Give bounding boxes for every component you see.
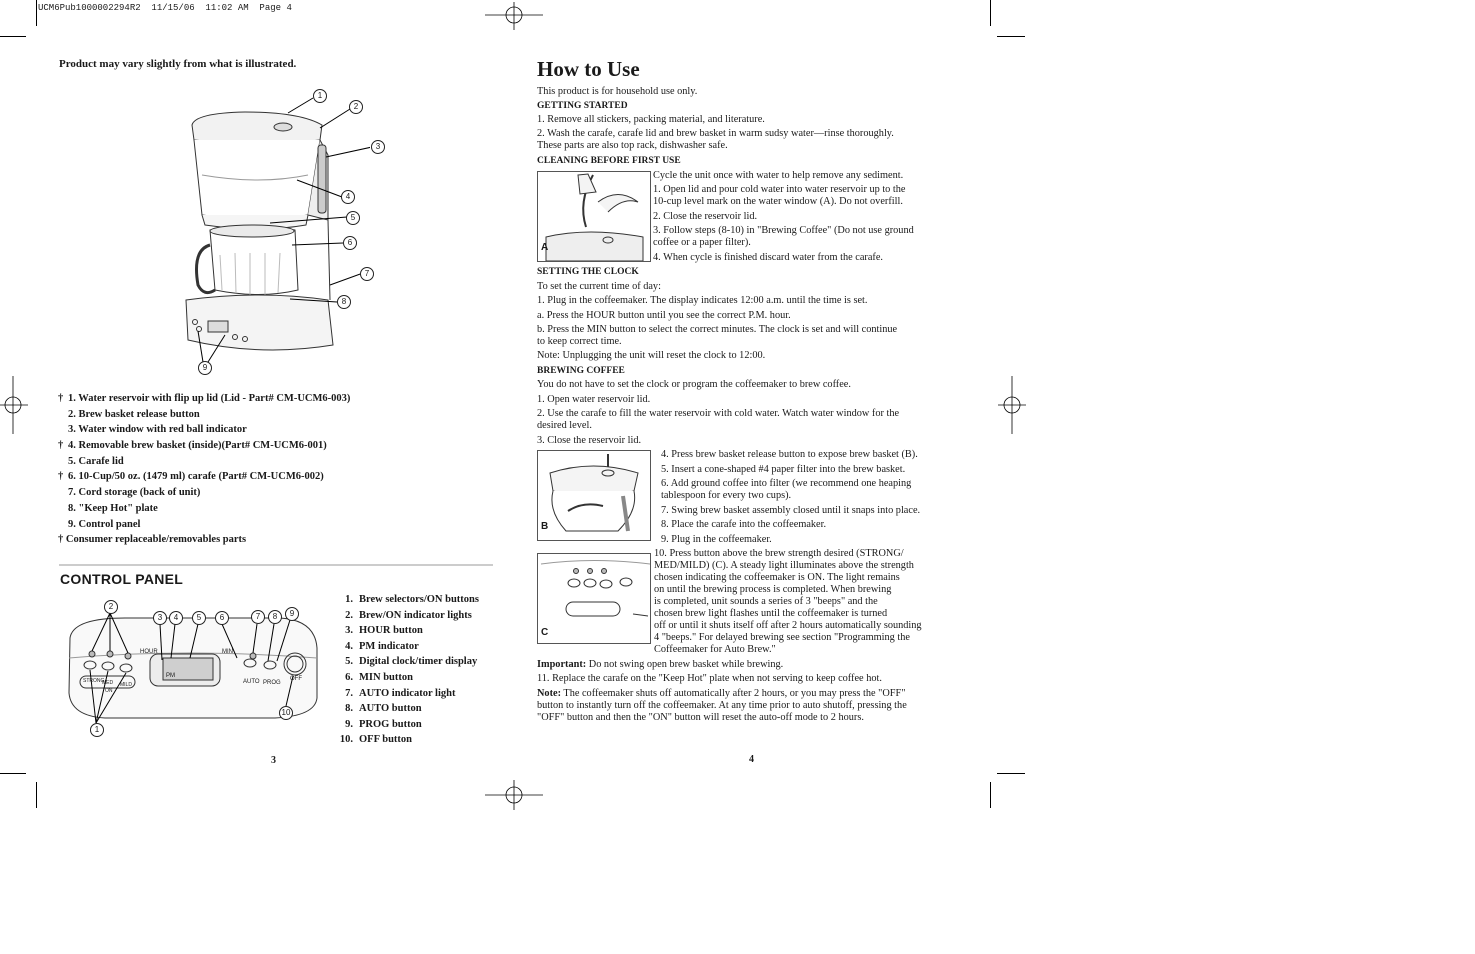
panel-label-strong: STRONG [83,678,105,684]
crop-mark [997,36,1025,37]
parts-list-item: † 6. 10-Cup/50 oz. (1479 ml) carafe (Part# CM-UCM6-002) [58,471,324,483]
text-line: b. Press the MIN button to select the correct minutes. The clock is set and will continue [537,324,898,335]
text-line: To set the current time of day: [537,281,661,292]
control-panel-item: 3. HOUR button [345,625,423,637]
control-panel-list [333,592,479,748]
callout-4: 4 [341,190,355,204]
text-line: off or until it shuts itself off after 2 hours automatically sounding [654,620,922,631]
control-panel-item: 6. MIN button [345,671,413,683]
panel-callout-8: 8 [268,610,282,624]
callout-2: 2 [349,100,363,114]
panel-label-auto: AUTO [243,679,260,685]
auto-off-note [537,688,905,700]
registration-mark [998,376,1026,434]
control-panel-item: 2. Brew/ON indicator lights [345,609,472,621]
callout-6: 6 [343,236,357,250]
note-label: Note: [537,688,562,699]
panel-label-prog: PROG [263,680,281,686]
crop-mark [36,0,37,26]
panel-label-mild: MILD [120,682,132,688]
registration-mark [485,2,543,30]
control-panel-item: 8. AUTO button [345,703,422,715]
page-number-left: 3 [271,755,276,766]
coffeemaker-illustration [170,85,370,380]
figure-b [537,450,651,541]
parts-list-item: 5. Carafe lid [68,455,124,467]
figure-label-b: B [541,521,549,532]
text-line: 8. Place the carafe into the coffeemaker. [661,519,827,530]
text-line: 2. Use the carafe to fill the water reservoir with cold water. Watch water window for the [537,408,900,419]
text-line: 7. Swing brew basket assembly closed until it snaps into place. [661,505,921,516]
text-line: Cycle the unit once with water to help remove any sediment. [653,170,904,181]
text-line: 2. Close the reservoir lid. [653,211,758,222]
text-line: 4 "beeps." For delayed brewing see section "Programming the [654,632,910,643]
text-line: button to instantly turn off the coffeemaker. At any time prior to auto shutoff, pressing the [537,700,907,711]
panel-callout-5: 5 [192,611,206,625]
parts-list [58,391,350,548]
text-line: on until the brewing process is completed. When brewing [654,584,892,595]
panel-callout-7: 7 [251,610,265,624]
figure-label-a: A [541,242,549,253]
parts-list-item: 7. Cord storage (back of unit) [68,487,201,499]
section-heading-getting-started: GETTING STARTED [537,101,628,111]
callout-9: 9 [198,361,212,375]
registration-mark [485,780,543,810]
control-panel-item: 10. OFF button [339,734,412,746]
control-panel-item: 1. Brew selectors/ON buttons [345,594,479,605]
panel-callout-1: 1 [90,723,104,737]
text-line: tablespoon for every two cups). [661,490,792,501]
parts-list-item: 9. Control panel [68,518,141,530]
callout-8: 8 [337,295,351,309]
text-line: 6. Add ground coffee into filter (we recommend one heaping [661,478,912,489]
text-line: These parts are also top rack, dishwasher safe. [537,140,728,151]
text-line: 2. Wash the carafe, carafe lid and brew basket in warm sudsy water—rinse thoroughly. [537,128,894,139]
crop-mark [990,0,991,26]
section-divider [59,564,493,566]
parts-footnote: † Consumer replaceable/removables parts [58,534,247,546]
text-line: 3. Follow steps (8-10) in "Brewing Coffee" (Do not use ground [653,225,914,236]
important-label: Important: [537,659,587,670]
parts-list-item: 3. Water window with red ball indicator [68,424,247,436]
text-line: 9. Plug in the coffeemaker. [661,534,772,545]
text-line: You do not have to set the clock or program the coffeemaker to brew coffee. [537,379,851,390]
figure-c [537,553,651,644]
text-line: 10-cup level mark on the water window (A). Do not overfill. [653,196,903,207]
panel-label-pm: PM [166,673,175,679]
section-heading-brewing: BREWING COFFEE [537,366,625,376]
important-text: Do not swing open brew basket while brewing. [586,659,784,670]
text-line: 5. Insert a cone-shaped #4 paper filter into the brew basket. [661,464,906,475]
note-text: The coffeemaker shuts off automatically after 2 hours, or you may press the "OFF" [561,688,906,699]
text-line: 11. Replace the carafe on the "Keep Hot" plate when not serving to keep coffee hot. [537,673,882,684]
control-panel-item: 9. PROG button [345,718,422,730]
control-panel-heading: CONTROL PANEL [60,571,184,587]
panel-label-hour: HOUR [140,649,158,655]
text-line: 1. Open lid and pour cold water into water reservoir up to the [653,184,906,195]
panel-callout-3: 3 [153,611,167,625]
callout-1: 1 [313,89,327,103]
panel-callout-2: 2 [104,600,118,614]
text-line: chosen indicating the coffeemaker is ON. The light remains [654,572,900,583]
panel-label-med: MED [102,680,114,686]
text-line: 1. Remove all stickers, packing material, and literature. [537,114,765,125]
panel-callout-4: 4 [169,611,183,625]
text-line: 4. Press brew basket release button to expose brew basket (B). [661,449,918,460]
registration-mark [0,376,28,434]
page-number-right: 4 [749,754,754,765]
panel-label-off: OFF [290,676,302,682]
text-line: MED/MILD) (C). A steady light illuminates above the strength [654,560,914,571]
panel-callout-9: 9 [285,607,299,621]
crop-mark [0,36,26,37]
callout-7: 7 [360,267,374,281]
callout-5: 5 [346,211,360,225]
crop-mark [997,773,1025,774]
panel-callout-10: 10 [279,706,293,720]
section-heading-clock: SETTING THE CLOCK [537,267,639,277]
control-panel-item: 4. PM indicator [345,640,419,652]
text-line: is completed, unit sounds a series of 3 "beeps" and the [654,596,878,607]
page-title: How to Use [537,57,640,81]
control-panel-item: 7. AUTO indicator light [345,687,456,699]
intro-text: This product is for household use only. [537,86,698,97]
crop-mark [990,782,991,808]
crop-mark [36,782,37,808]
parts-list-item: 2. Brew basket release button [68,408,200,420]
important-note [537,659,783,671]
figure-a [537,171,651,262]
text-line: 1. Plug in the coffeemaker. The display indicates 12:00 a.m. until the time is set. [537,295,868,306]
figure-label-c: C [541,627,549,638]
print-slug: UCM6Pub1000002294R2 11/15/06 11:02 AM Page 4 [38,3,292,13]
callout-3: 3 [371,140,385,154]
text-line: Note: Unplugging the unit will reset the clock to 12:00. [537,350,766,361]
text-line: "OFF" button and then the "ON" button will reset the auto-off mode to 2 hours. [537,712,864,723]
disclaimer: Product may vary slightly from what is illustrated. [59,58,297,70]
text-line: 4. When cycle is finished discard water from the carafe. [653,252,883,263]
control-panel-item: 5. Digital clock/timer display [345,656,478,668]
text-line: 1. Open water reservoir lid. [537,394,651,405]
text-line: a. Press the HOUR button until you see the correct P.M. hour. [537,310,791,321]
text-line: desired level. [537,420,592,431]
section-heading-cleaning: CLEANING BEFORE FIRST USE [537,156,681,166]
parts-list-item: † 1. Water reservoir with flip up lid (Lid - Part# CM-UCM6-003) [58,393,351,404]
text-line: 3. Close the reservoir lid. [537,435,642,446]
parts-list-item: 8. "Keep Hot" plate [68,502,158,514]
crop-mark [0,773,26,774]
panel-label-on: ON [105,688,113,694]
panel-label-min: MIN [222,649,233,655]
panel-callout-6: 6 [215,611,229,625]
text-line: coffee or a paper filter). [653,237,751,248]
text-line: 10. Press button above the brew strength desired (STRONG/ [654,548,904,559]
parts-list-item: † 4. Removable brew basket (inside)(Part# CM-UCM6-001) [58,440,327,452]
text-line: to keep correct time. [537,336,622,347]
text-line: Coffeemaker for Auto Brew." [654,644,776,655]
text-line: chosen brew light flashes until the coffeemaker is turned [654,608,888,619]
